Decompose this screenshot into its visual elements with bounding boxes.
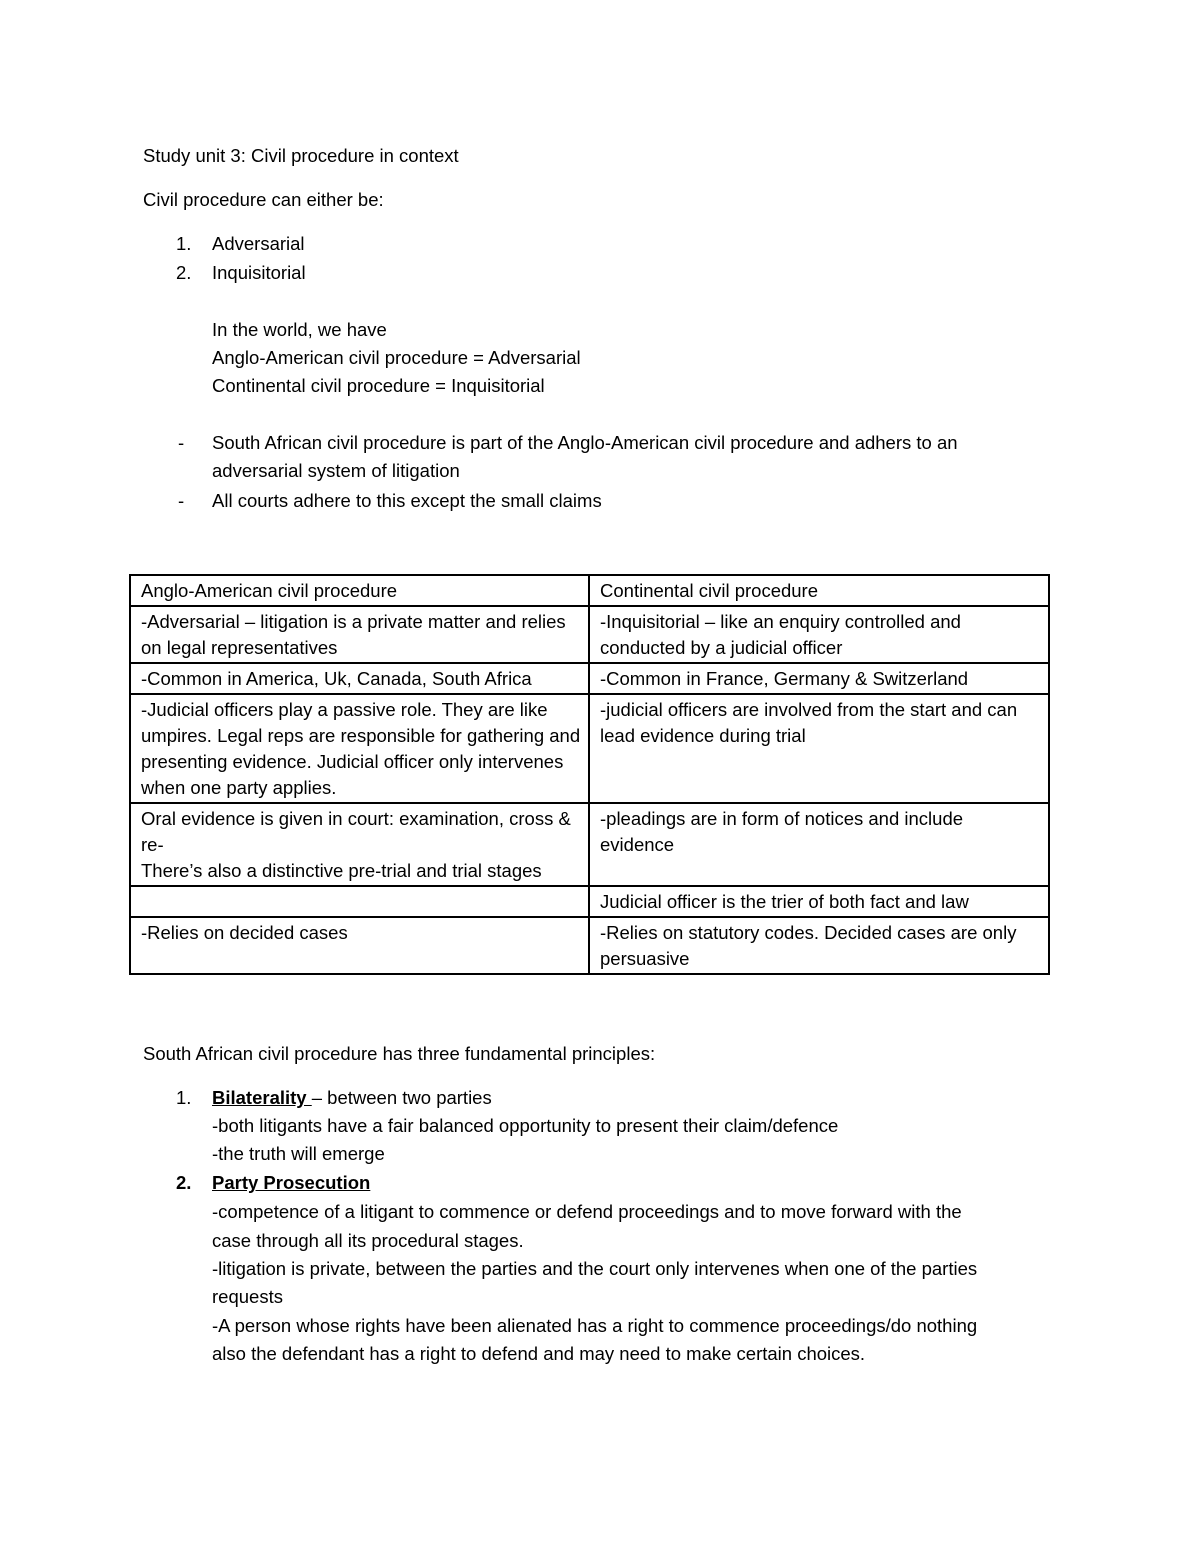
page-title: Study unit 3: Civil procedure in context [143,145,459,166]
principle-heading-line [212,1087,492,1109]
world-line: Anglo-American civil procedure = Adversarial [212,347,581,368]
bullet-line: South African civil procedure is part of the Anglo-American civil procedure and adhers to an [212,432,958,453]
list-number: 1. [176,1087,192,1108]
principle-line: -the truth will emerge [212,1143,385,1164]
table-header-cell: Continental civil procedure [589,575,1049,606]
principle-heading-bilaterality: Bilaterality [212,1087,312,1108]
table-cell: -Adversarial – litigation is a private matter and relies on legal representatives [130,606,589,663]
principle-line: -competence of a litigant to commence or defend proceedings and to move forward with the [212,1201,962,1222]
table-cell: -Inquisitorial – like an enquiry controlled and conducted by a judicial officer [589,606,1049,663]
table-header-cell: Anglo-American civil procedure [130,575,589,606]
intro-text: Civil procedure can either be: [143,189,384,210]
table-cell: Judicial officer is the trier of both fact and law [589,886,1049,917]
table-cell: Oral evidence is given in court: examination, cross & re- There’s also a distinctive pre-trial and trial stages [130,803,589,886]
table-row [130,803,1049,886]
table-row [130,663,1049,694]
world-line: In the world, we have [212,319,387,340]
principles-intro: South African civil procedure has three fundamental principles: [143,1043,656,1064]
list-number: 1. [176,233,192,254]
bullet-dash: - [178,432,185,453]
table-row [130,917,1049,974]
principle-line: -both litigants have a fair balanced opportunity to present their claim/defence [212,1115,839,1136]
table-cell: -Relies on statutory codes. Decided cases are only persuasive [589,917,1049,974]
table-cell-empty [130,886,589,917]
principle-line: requests [212,1286,283,1307]
principle-heading-line [212,1172,370,1194]
bullet-line: adversarial system of litigation [212,460,460,481]
table-cell: -Common in America, Uk, Canada, South Africa [130,663,589,694]
table-row [130,606,1049,663]
table-cell: -Relies on decided cases [130,917,589,974]
principle-line: also the defendant has a right to defend and may need to make certain choices. [212,1343,866,1364]
principle-line: case through all its procedural stages. [212,1230,524,1251]
table-cell: -Common in France, Germany & Switzerland [589,663,1049,694]
principle-heading-suffix: – between two parties [311,1087,492,1108]
comparison-table [129,574,1050,975]
list-number: 2. [176,1172,192,1193]
principle-line: -A person whose rights have been alienated has a right to commence proceedings/do nothing [212,1315,978,1336]
list-number: 2. [176,262,192,283]
principle-heading-party-prosecution: Party Prosecution [212,1172,371,1193]
table-cell: -pleadings are in form of notices and include evidence [589,803,1049,886]
world-line: Continental civil procedure = Inquisitorial [212,375,545,396]
table-row [130,694,1049,803]
table-cell: -Judicial officers play a passive role. They are like umpires. Legal reps are responsible for gathering and presenting evidence. Judicial officer only intervenes when one party applies. [130,694,589,803]
bullet-dash: - [178,490,185,511]
table-row [130,886,1049,917]
list-item-adversarial: Adversarial [212,233,305,254]
principle-line: -litigation is private, between the parties and the court only intervenes when one of the parties [212,1258,978,1279]
list-item-inquisitorial: Inquisitorial [212,262,306,283]
table-cell: -judicial officers are involved from the start and can lead evidence during trial [589,694,1049,803]
table-header-row [130,575,1049,606]
bullet-line: All courts adhere to this except the small claims [212,490,602,511]
